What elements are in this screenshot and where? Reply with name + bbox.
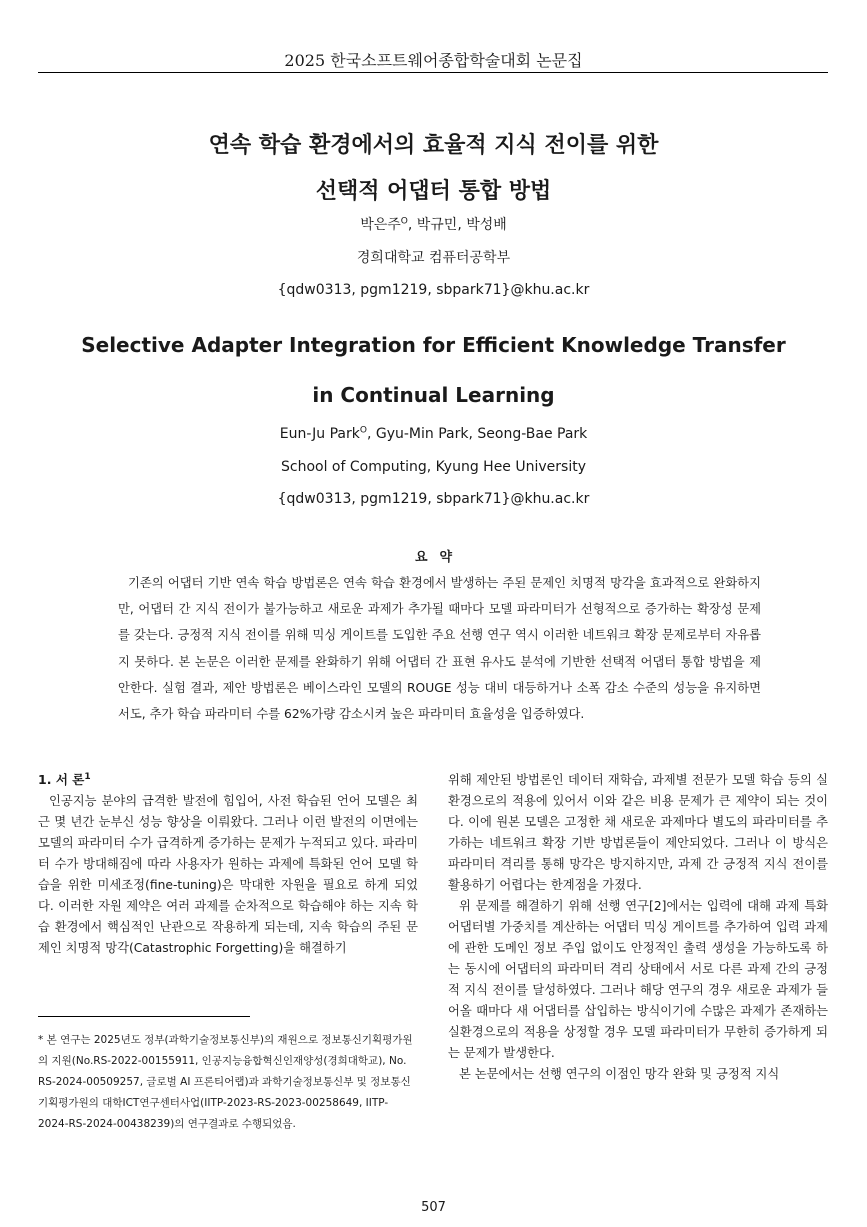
intro-paragraph-1: 인공지능 분야의 급격한 발전에 힘입어, 사전 학습된 언어 모델은 최근 몇 년간 눈부신 성능 향상을 이뤄왔다. 그러나 이런 발전의 이면에는 모델의 파라미터 수가 급격하게 증가하는 문제가 누적되고 있다. 파라미터 수가 방대해짐에 따라 사용자가 원하는 과제에 특화된 언어 모델 학습을 위한 미세조정(fine-tuning)은 막대한 자원을 필요로 하게 되었다. 이러한 자원 제약은 여러 과제를 순차적으로 학습해야 하는 지속 학습 환경에서 핵심적인 난관으로 작용하게 되는데, 지속 학습의 주된 문제인 치명적 망각(Catastrophic Forgetting)을 해결하기: [38, 794, 418, 955]
authors-ko: [0, 214, 867, 234]
footnote: [38, 1030, 418, 1135]
abstract-heading: 요약: [414, 550, 465, 565]
title-en-line-2: in Continual Learning: [312, 383, 555, 407]
title-ko-line-1: 연속 학습 환경에서의 효율적 지식 전이를 위한: [208, 133, 659, 158]
abstract-body: 기존의 어댑터 기반 연속 학습 방법론은 연속 학습 환경에서 발생하는 주된 문제인 치명적 망각을 효과적으로 완화하지만, 어댑터 간 지식 전이가 불가능하고 새로운 과제가 추가될 때마다 모델 파라미터가 선형적으로 증가하는 확장성 문제를 갖는다. 긍정적 지식 전이를 위해 믹싱 게이트를 도입한 주요 선행 연구 역시 이러한 네트워크 확장 문제로부터 자유롭지 못하다. 본 논문은 이러한 문제를 완화하기 위해 어댑터 간 표현 유사도 분석에 기반한 선택적 어댑터 통합 방법을 제안한다. 실험 결과, 제안 방법론은 베이스라인 모델의 ROUGE 성능 대비 대등하거나 소폭 감소 수준의 성능을 유지하면서도, 추가 학습 파라미터 수를 62%가량 감소시켜 높은 파라미터 효율성을 입증하였다.: [118, 576, 761, 722]
header-rule: [38, 72, 828, 73]
title-en-line-1: Selective Adapter Integration for Efficient Knowledge Transfer: [81, 333, 786, 357]
footnote-rule: [38, 1016, 250, 1017]
authors-en-rest: , Gyu-Min Park, Seong-Bae Park: [366, 426, 588, 442]
section-title: 1. 서 론$^1$: [38, 771, 91, 787]
intro-paragraph-1-continued: 위해 제안된 방법론인 데이터 재학습, 과제별 전문가 모델 학습 등의 실환경으로의 적용에 있어서 이와 같은 비용 문제가 큰 제약이 되는 것이다. 이에 원본 모델은 고정한 채 새로운 과제마다 별도의 파라미터를 추가하는 네트워크 확장 기반 방법론들이 제안되었다. 그러나 이 방식은 파라미터 격리를 통해 망각은 방지하지만, 과제 간 긍정적 지식 전이를 활용하기 어렵다는 한계점을 가졌다.: [448, 773, 828, 892]
page-number: 507: [421, 1200, 446, 1215]
left-column: [38, 770, 418, 959]
right-column: [448, 770, 828, 1085]
email-en: {qdw0313, pgm1219, sbpark71}@khu.ac.kr: [277, 491, 590, 507]
email-ko: {qdw0313, pgm1219, sbpark71}@khu.ac.kr: [277, 282, 590, 298]
authors-ko-rest: , 박규민, 박성배: [407, 217, 507, 233]
footnote-asterisk: *: [38, 1034, 44, 1046]
presenter-mark-en: O: [359, 425, 367, 436]
footnote-mark: 1: [84, 771, 91, 782]
intro-paragraph-2: 위 문제를 해결하기 위해 선행 연구[2]에서는 입력에 대해 과제 특화 어댑터별 가중치를 계산하는 어댑터 믹싱 게이트를 추가하여 입력 과제에 관한 도메인 정보 주입 없이도 안정적인 출력 생성을 가능하도록 하는 동시에 어댑터의 파라미터 격리 상태에서 서로 다른 과제 간의 긍정적 지식 전이를 달성하였다. 그러나 해당 연구의 경우 새로운 과제가 들어올 때마다 새 어댑터를 삽입하는 방식이기에 수많은 과제가 존재하는 실환경으로의 적용을 상정할 경우 모델 파라미터가 무한히 증가하게 되는 문제가 발생한다.: [448, 899, 828, 1060]
footnote-text: 본 연구는 2025년도 정부(과학기술정보통신부)의 재원으로 정보통신기획평가원의 지원(No.RS-2022-00155911, 인공지능융합혁신인재양성(경희대학교), No. RS-2024-00509257, 글로벌 AI 프론티어랩)과 과학기술정보통신부 및 정보통신기획평가원의 대학ICT연구센터사업(IITP-2023-RS-2023-00258649, IITP-2024-RS-2024-00438239)의 연구결과로 수행되었음.: [38, 1034, 413, 1130]
presenter-mark: O: [400, 216, 408, 227]
intro-paragraph-3: 본 논문에서는 선행 연구의 이점인 망각 완화 및 긍정적 지식: [459, 1067, 780, 1081]
affiliation-en: School of Computing, Kyung Hee University: [280, 459, 586, 475]
title-ko-line-2: 선택적 어댑터 통합 방법: [315, 179, 552, 204]
running-header: 2025 한국소프트웨어종합학술대회 논문집: [284, 51, 583, 70]
affiliation-ko: 경희대학교 컴퓨터공학부: [356, 250, 511, 266]
author-ko-first: 박은주: [360, 217, 401, 233]
author-en-first: Eun-Ju Park: [279, 426, 360, 442]
authors-en: [0, 426, 867, 442]
